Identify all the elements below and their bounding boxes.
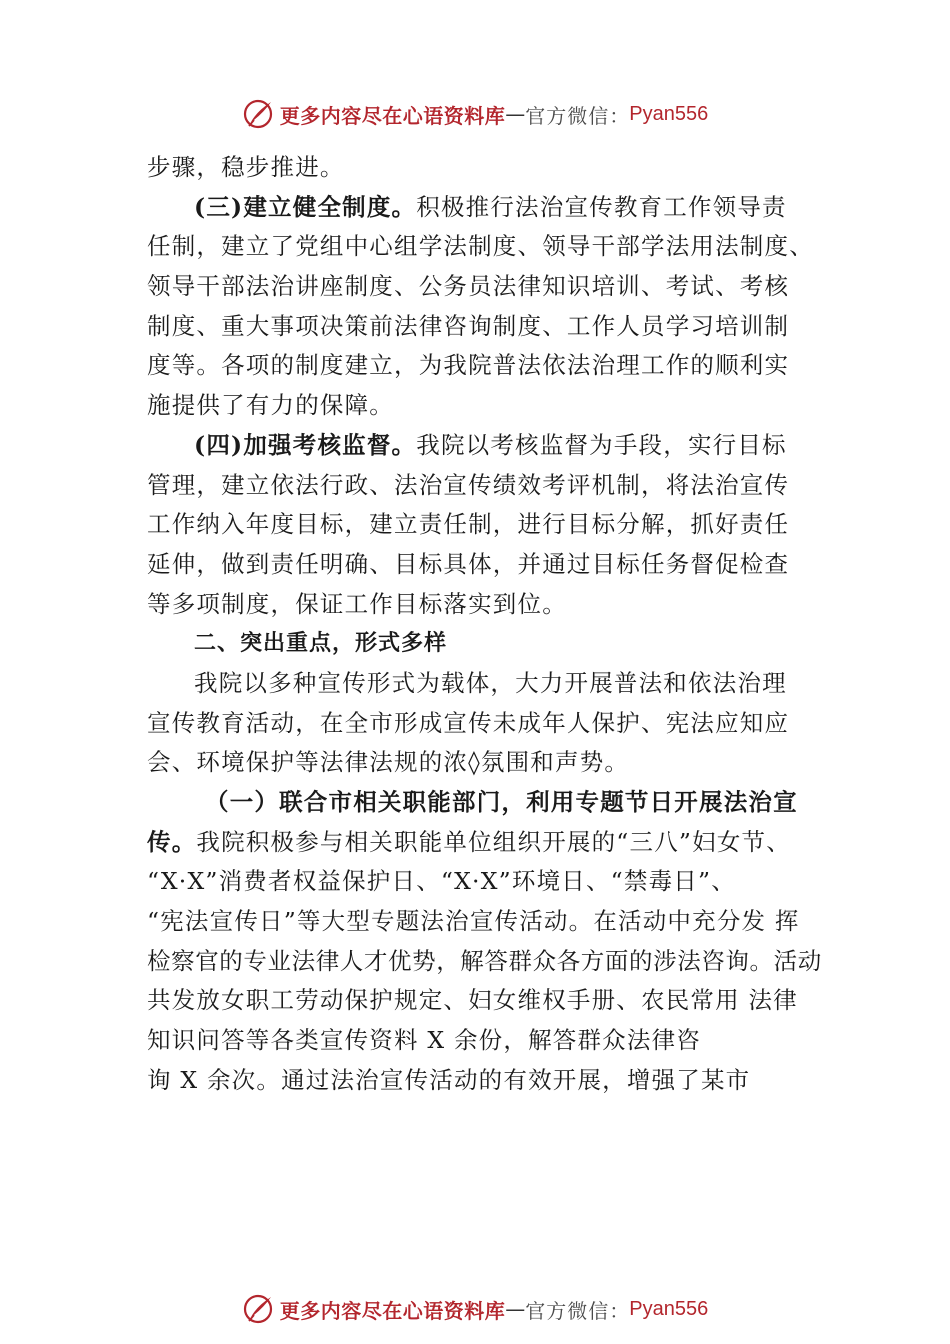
text-line: 领导干部法治讲座制度、公务员法律知识培训、考试、考核	[147, 272, 790, 301]
text-span: 我院积极参与相关职能单位组织开展的“三八”妇女节、	[196, 827, 791, 856]
watermark-dash: —	[505, 1297, 526, 1321]
section-heading: （一）联合市相关职能部门，利用专题节日开展法治宣	[205, 788, 798, 816]
text-line: 宣传教育活动，在全市形成宣传未成年人保护、宪法应知应	[147, 708, 790, 737]
text-line: 我院以多种宣传形式为载体，大力开展普法和依法治理	[194, 668, 787, 697]
text-line: 询 X 余次。通过法治宣传活动的有效开展，增强了某市	[147, 1065, 751, 1094]
watermark-id: Pyan556	[629, 102, 709, 125]
text-span: 我院以考核监督为手段，实行目标	[416, 430, 787, 459]
text-line: 等多项制度，保证工作目标落实到位。	[147, 589, 567, 618]
text-line	[147, 188, 827, 228]
watermark-colon: ：	[609, 1298, 630, 1323]
watermark-dash: —	[505, 102, 526, 126]
quill-logo-icon	[242, 1292, 276, 1326]
watermark-header	[0, 94, 950, 134]
text-line: “X·X”消费者权益保护日、“X·X”环境日、“禁毒日”、	[147, 867, 736, 896]
watermark-label: 官方微信	[525, 1298, 610, 1323]
watermark-footer	[0, 1289, 950, 1329]
text-line: 步骤，稳步推进。	[147, 153, 345, 181]
section-heading: (四)加强考核监督。	[194, 430, 417, 459]
watermark-brand: 更多内容尽在心语资料库	[279, 1298, 506, 1323]
text-line: 共发放女职工劳动保护规定、妇女维权手册、农民常用 法律	[147, 986, 798, 1015]
text-line: 会、环境保护等法律法规的浓◊氛围和声势。	[147, 748, 630, 777]
text-line: 施提供了有力的保障。	[147, 391, 394, 420]
quill-logo-icon	[242, 97, 276, 131]
text-line: 延伸，做到责任明确、目标具体，并通过目标任务督促检查	[147, 549, 790, 578]
text-line: 管理，建立依法行政、法治宣传绩效考评机制，将法治宣传	[147, 470, 790, 499]
text-line: 任制，建立了党组中心组学法制度、领导干部学法用法制度、	[147, 232, 814, 261]
section-heading-tail: 传。	[147, 827, 197, 856]
section-heading: (三)建立健全制度。	[194, 192, 417, 221]
watermark-brand: 更多内容尽在心语资料库	[279, 103, 506, 128]
text-line: 制度、重大事项决策前法律咨询制度、工作人员学习培训制	[147, 311, 790, 340]
text-line: 工作纳入年度目标，建立责任制，进行目标分解，抓好责任	[147, 510, 790, 539]
text-line: 检察官的专业法律人才优势，解答群众各方面的涉法咨询。活动	[147, 946, 822, 975]
text-line	[147, 823, 827, 863]
text-line: 知识问答等各类宣传资料 X 余份，解答群众法律咨	[147, 1026, 701, 1055]
text-line: 度等。各项的制度建立，为我院普法依法治理工作的顺利实	[147, 351, 790, 380]
text-line	[147, 426, 827, 466]
text-line: “宪法宣传日”等大型专题法治宣传活动。在活动中充分发 挥	[147, 907, 800, 936]
watermark-id: Pyan556	[629, 1297, 709, 1320]
watermark-colon: ：	[609, 103, 630, 128]
document-body	[147, 148, 827, 1101]
chapter-heading: 二、突出重点，形式多样	[194, 631, 448, 657]
watermark-label: 官方微信	[525, 103, 610, 128]
text-span: 积极推行法治宣传教育工作领导责	[416, 192, 787, 221]
